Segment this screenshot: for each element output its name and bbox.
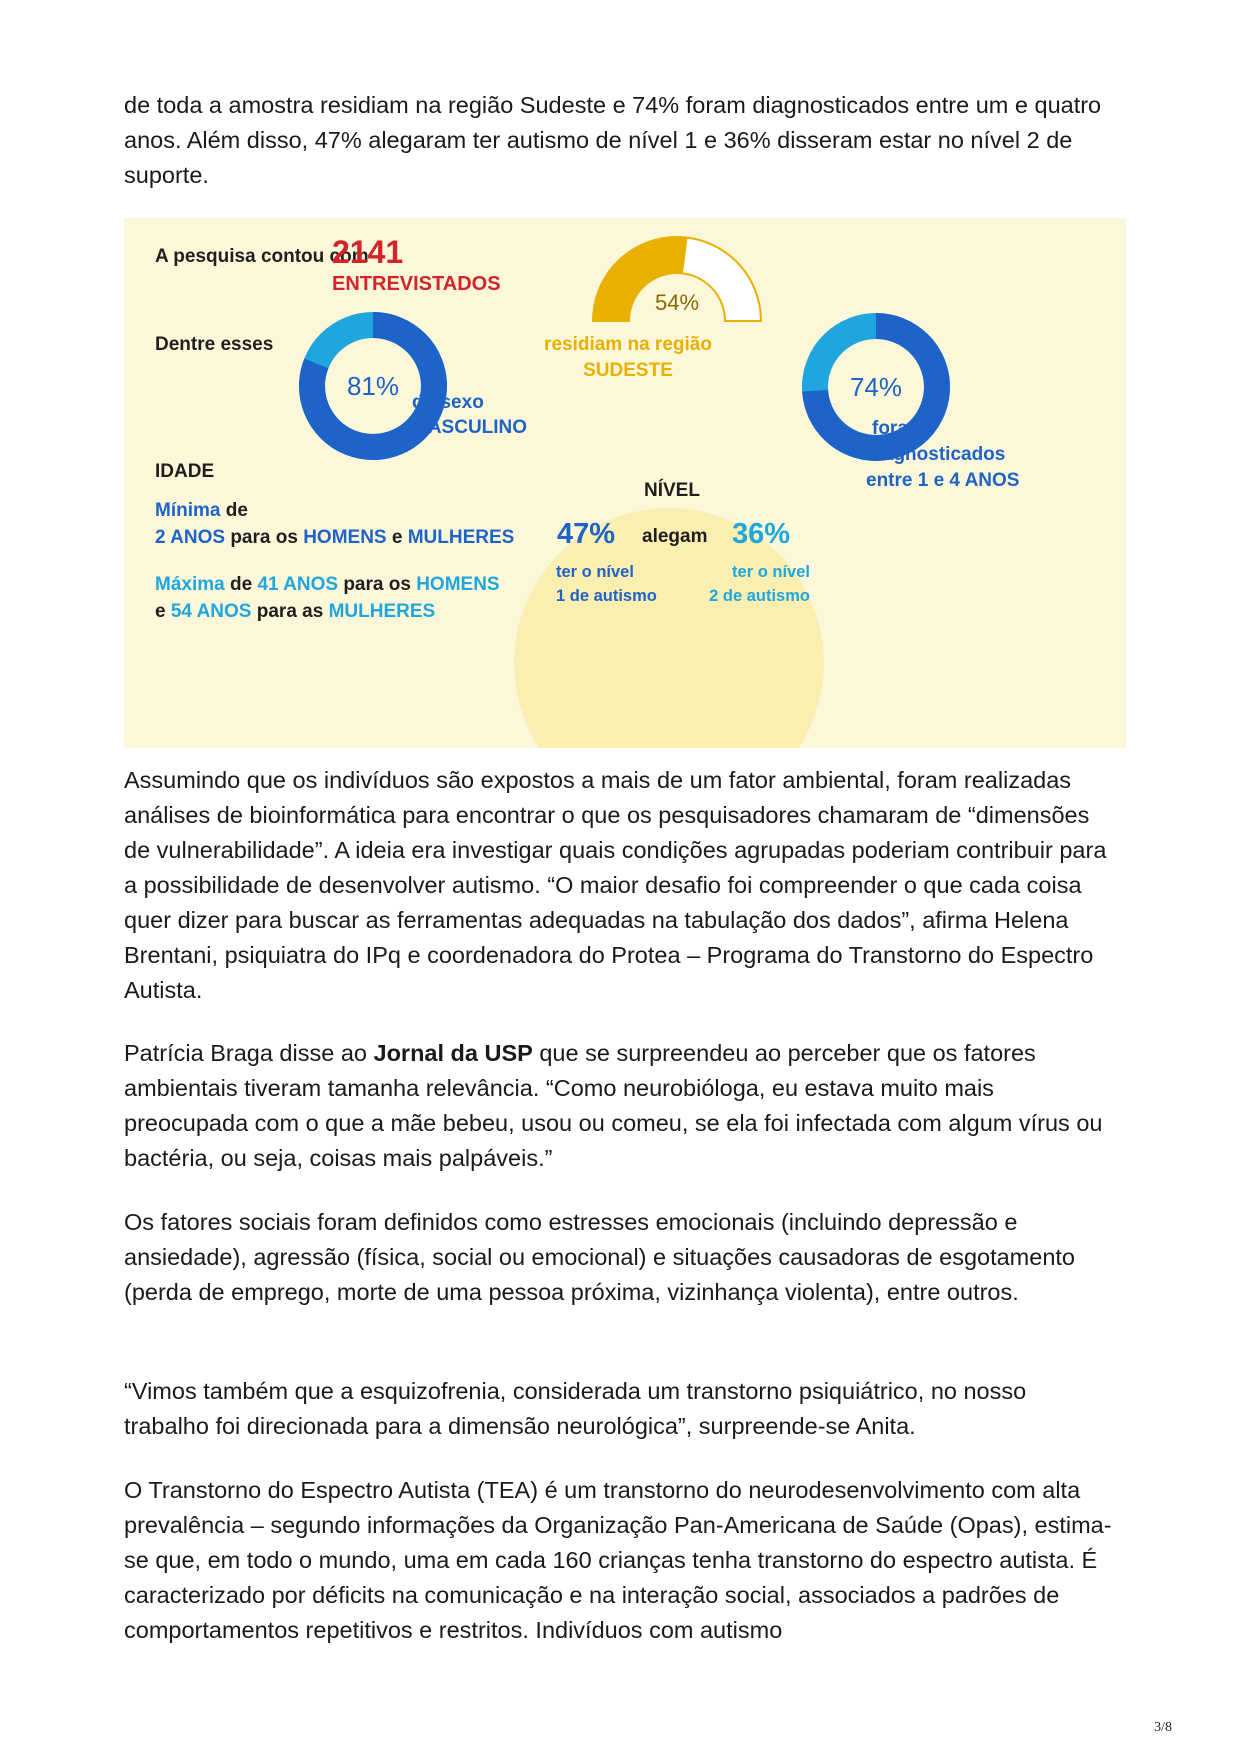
survey-intro: A pesquisa contou com bbox=[155, 246, 369, 267]
paragraph-social-factors: Os fatores sociais foram definidos como estresses emocionais (incluindo depressão e ansiedade), agressão (física, social ou emocional) e situações causadoras de esgotamento (perda de emprego, morte de uma pessoa próxima, vizinhança violenta), entre outros. bbox=[124, 1209, 1075, 1305]
level1-pct: 47% bbox=[557, 518, 616, 550]
level1-text-2: 1 de autismo bbox=[556, 587, 657, 605]
male-text-2: MASCULINO bbox=[412, 417, 528, 438]
male-text-1: do sexo bbox=[412, 392, 484, 413]
age-max-line-1: Máxima de 41 ANOS para os HOMENS bbox=[155, 574, 500, 595]
diagnosis-text-3: entre 1 e 4 ANOS bbox=[866, 470, 1020, 491]
age-max-line-2: e 54 ANOS para as MULHERES bbox=[155, 601, 436, 622]
level2-text-1: ter o nível bbox=[732, 563, 810, 581]
paragraph-braga: Patrícia Braga disse ao Jornal da USP que se surpreendeu ao perceber que os fatores ambientais tiveram tamanha relevância. “Como neurobióloga, eu estava muito mais preocupada com o que a mãe bebeu, usou ou comeu, se ela foi infectada com algum vírus ou bactéria, ou seja, coisas mais palpáveis.” bbox=[124, 1040, 1103, 1171]
infographic bbox=[124, 218, 1126, 748]
age-min-line-1: Mínima de bbox=[155, 500, 248, 521]
diagnosis-text-1: foram bbox=[872, 418, 925, 439]
survey-total-label: ENTREVISTADOS bbox=[332, 273, 501, 295]
southeast-text-1: residiam na região bbox=[544, 334, 712, 355]
paragraph-tea: O Transtorno do Espectro Autista (TEA) é um transtorno do neurodesenvolvimento com alta prevalência – segundo informações da Organização Pan-Americana de Saúde (Opas), estima-se que, em todo o mundo, uma em cada 160 crianças tenha transtorno do espectro autista. É caracterizado por déficits na comunicação e na interação social, associados a padrões de comportamentos repetitivos e restritos. Indivíduos com autismo bbox=[124, 1477, 1112, 1643]
paragraph-intro: de toda a amostra residiam na região Sudeste e 74% foram diagnosticados entre um e quatro anos. Além disso, 47% alegaram ter autismo de nível 1 e 36% disseram estar no nível 2 de suporte. bbox=[124, 92, 1102, 188]
diagnosis-text-2: diagnosticados bbox=[866, 444, 1006, 465]
level2-text-2: 2 de autismo bbox=[709, 587, 810, 605]
age-title: IDADE bbox=[155, 461, 215, 482]
level2-pct: 36% bbox=[732, 518, 791, 550]
southeast-pct: 54% bbox=[654, 290, 700, 315]
page-number: 3/8 bbox=[1154, 1720, 1172, 1735]
southeast-text-2: SUDESTE bbox=[583, 360, 673, 381]
level-mid: alegam bbox=[642, 526, 708, 547]
jornal-da-usp: Jornal da USP bbox=[373, 1040, 533, 1066]
male-pct: 81% bbox=[346, 371, 400, 401]
paragraph-schizophrenia: “Vimos também que a esquizofrenia, considerada um transtorno psiquiátrico, no nosso trabalho foi direcionada para a dimensão neurológica”, surpreende-se Anita. bbox=[124, 1378, 1027, 1439]
among-label: Dentre esses bbox=[155, 334, 274, 355]
survey-total: 2141 bbox=[332, 234, 404, 270]
level1-text-1: ter o nível bbox=[556, 563, 634, 581]
diagnosis-pct: 74% bbox=[849, 372, 903, 402]
paragraph-bioinformatics: Assumindo que os indivíduos são expostos a mais de um fator ambiental, foram realizadas análises de bioinformática para encontrar o que os pesquisadores chamaram de “dimensões de vulnerabilidade”. A ideia era investigar quais condições agrupadas poderiam contribuir para a possibilidade de desenvolver autismo. “O maior desafio foi compreender o que cada coisa quer dizer para buscar as ferramentas adequadas na tabulação dos dados”, afirma Helena Brentani, psiquiatra do IPq e coordenadora do Protea – Programa do Transtorno do Espectro Autista. bbox=[124, 767, 1107, 1003]
age-min-line-2: 2 ANOS para os HOMENS e MULHERES bbox=[155, 527, 515, 548]
level-title: NÍVEL bbox=[644, 480, 700, 501]
